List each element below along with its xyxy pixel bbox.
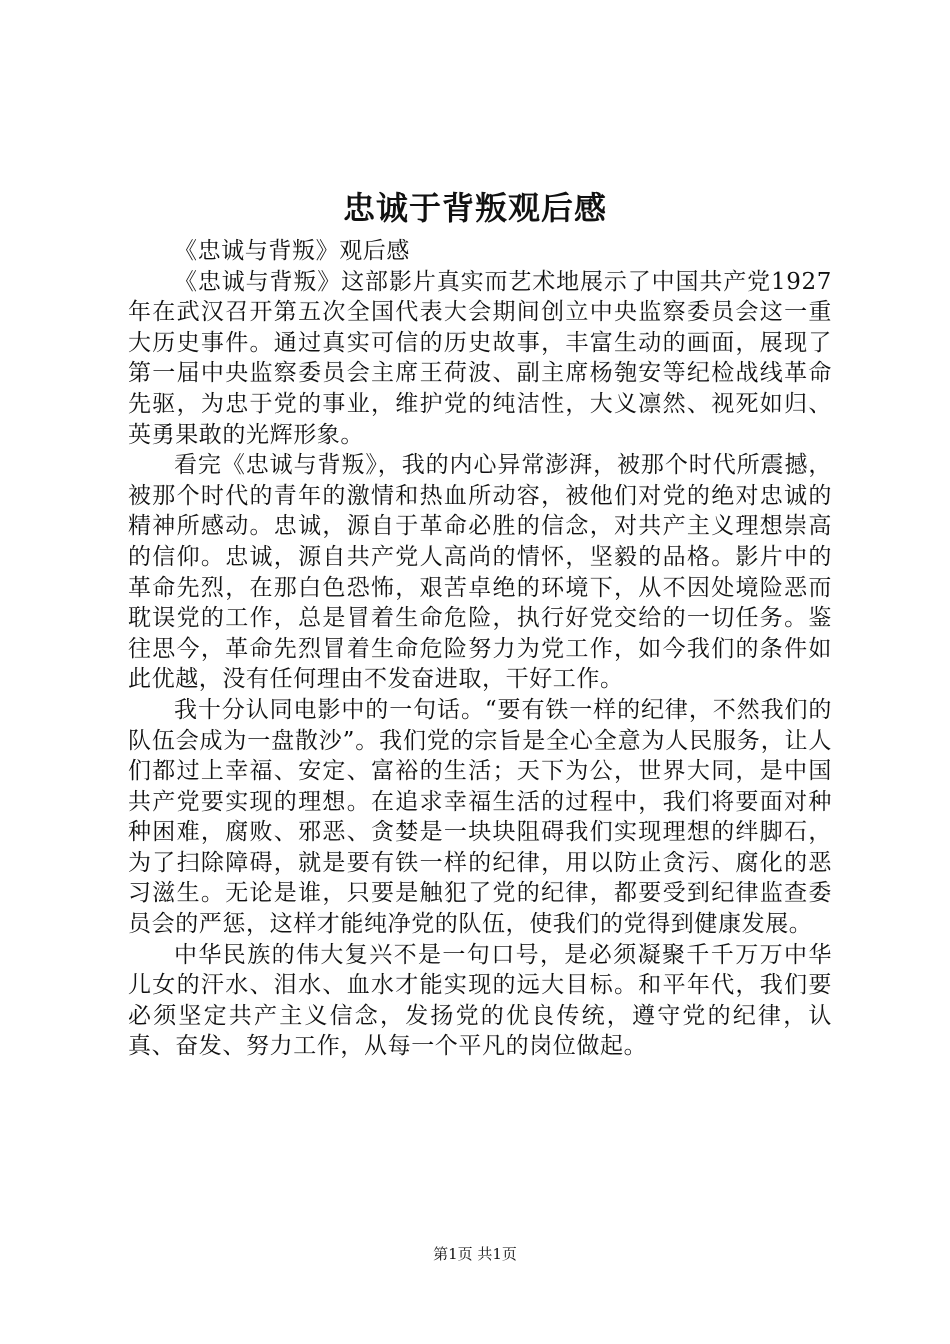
- paragraph-subtitle: 《忠诚与背叛》观后感: [174, 238, 410, 264]
- paragraph-reflection: 看完《忠诚与背叛》，我的内心异常澎湃，被那个时代所震撼，被那个时代的青年的激情和热血所动容，被他们对党的绝对忠诚的精神所感动。忠诚，源自于革命必胜的信念，对共产主义理想崇高的信仰。忠诚，源自共产党人高尚的情怀，坚毅的品格。影片中的革命先烈，在那白色恐怖，艰苦卓绝的环境下，从不因处境险恶而耽误党的工作，总是冒着生命危险，执行好党交给的一切任务。鉴往思今，革命先烈冒着生命危险努力为党工作，如今我们的条件如此优越，没有任何理由不发奋进取，干好工作。: [128, 452, 832, 693]
- document-body: [128, 236, 832, 1062]
- paragraph-discipline: 我十分认同电影中的一句话。“要有铁一样的纪律，不然我们的队伍会成为一盘散沙”。我们党的宗旨是全心全意为人民服务，让人们都过上幸福、安定、富裕的生活；天下为公，世界大同，是中国共产党要实现的理想。在追求幸福生活的过程中，我们将要面对种种困难，腐败、邪恶、贪婪是一块块阻碍我们实现理想的绊脚石，为了扫除障碍，就是要有铁一样的纪律，用以防止贪污、腐化的恶习滋生。无论是谁，只要是触犯了党的纪律，都要受到纪律监查委员会的严惩，这样才能纯净党的队伍，使我们的党得到健康发展。: [128, 696, 832, 938]
- page-footer: 第1页 共1页: [433, 1245, 517, 1263]
- paragraph-intro: 《忠诚与背叛》这部影片真实而艺术地展示了中国共产党1927年在武汉召开第五次全国代表大会期间创立中央监察委员会这一重大历史事件。通过真实可信的历史故事，丰富生动的画面，展现了第一届中央监察委员会主席王荷波、副主席杨匏安等纪检战线革命先驱，为忠于党的事业，维护党的纯洁性，大义凛然、视死如归、英勇果敢的光辉形象。: [128, 268, 832, 448]
- paragraph-conclusion: 中华民族的伟大复兴不是一句口号，是必须凝聚千千万万中华儿女的汗水、泪水、血水才能实现的远大目标。和平年代，我们要必须坚定共产主义信念，发扬党的优良传统，遵守党的纪律，认真、奋发、努力工作，从每一个平凡的岗位做起。: [128, 941, 832, 1060]
- document-title: 忠诚于背叛观后感: [342, 189, 607, 227]
